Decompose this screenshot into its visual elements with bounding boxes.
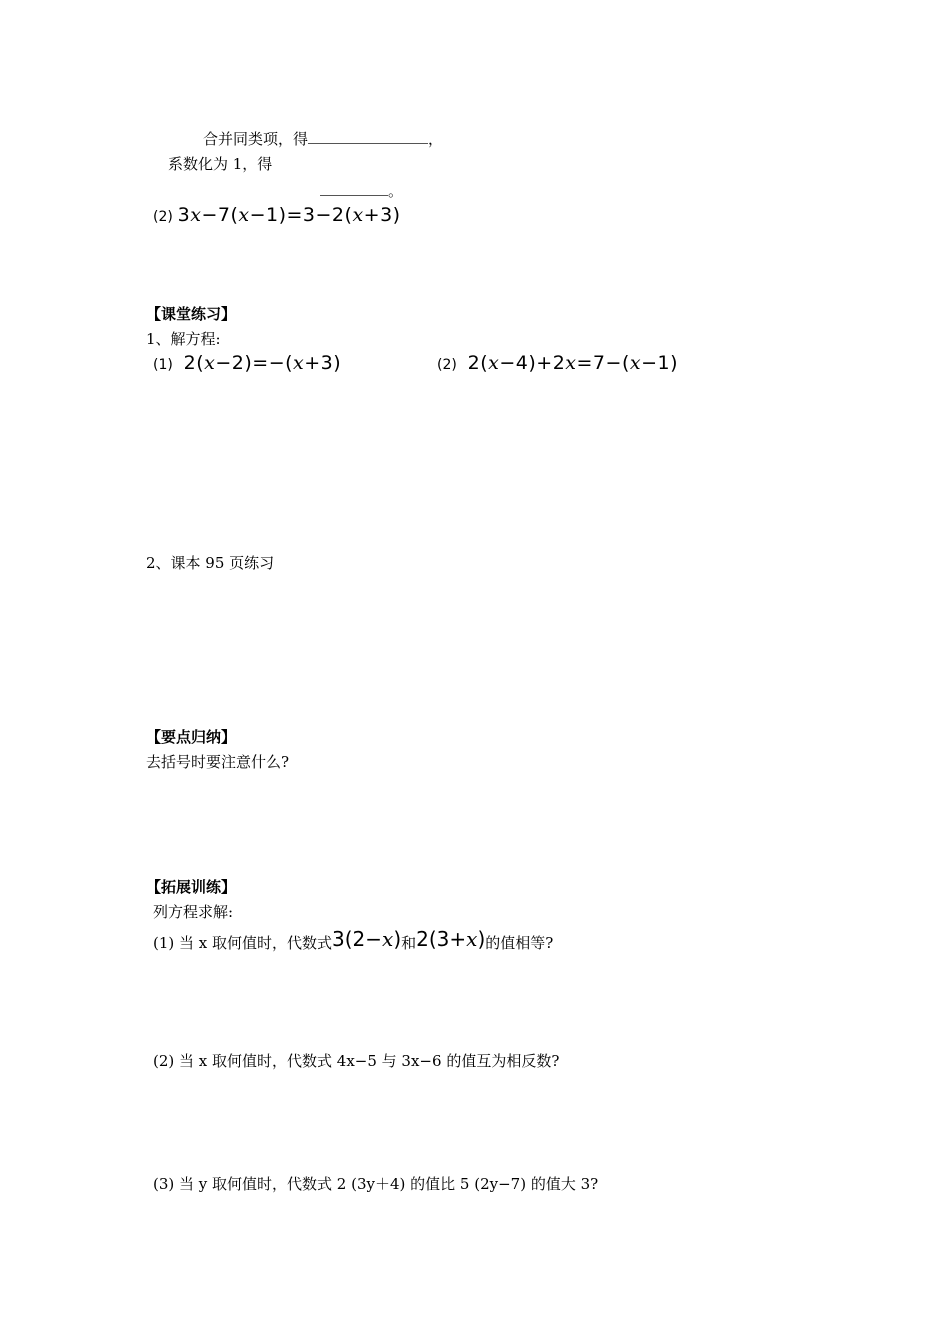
extension-question-3: (3) 当 y 取何值时，代数式 2 (3y＋4) 的值比 5 (2y−7) 的值大 3? [153, 1175, 599, 1193]
extension-question-1 [153, 927, 553, 953]
eq-var: x [565, 352, 577, 374]
coefficient-answer [320, 180, 403, 201]
combine-text: 合并同类项，得 [203, 130, 309, 148]
classwork-item-1 [146, 328, 221, 349]
eq-term: 3 [177, 204, 191, 226]
coef-answer-blank[interactable] [320, 195, 388, 196]
extension-question-2: (2) 当 x 取何值时，代数式 4x−5 与 3x−6 的值互为相反数? [153, 1052, 560, 1070]
eq-term: −7( [201, 204, 239, 226]
q1-suffix: 的值相等? [485, 934, 554, 952]
coef-end: 。 [388, 182, 404, 200]
summary-question: 去括号时要注意什么? [146, 753, 290, 771]
eq-var: x [488, 352, 500, 374]
problem-1 [153, 352, 341, 374]
extension-heading: 【拓展训练】 [146, 878, 237, 896]
eq-term: −4)+2 [499, 352, 566, 374]
problem-1-label: (1) [153, 357, 173, 373]
q1-expression-2 [416, 927, 485, 951]
expr-term: 3(2− [332, 927, 383, 951]
q1-and: 和 [401, 934, 417, 952]
eq-term: =7−( [576, 352, 630, 374]
summary-heading: 【要点归纳】 [146, 728, 237, 746]
expr-term: ) [393, 927, 402, 951]
classwork-item-2: 2、课本 95 页练习 [146, 554, 275, 572]
eq-term: −1) [641, 352, 678, 374]
extension-intro: 列方程求解: [153, 903, 234, 921]
eq-var: x [352, 204, 364, 226]
combine-like-terms-line [203, 128, 443, 149]
eq-term: 2( [467, 352, 489, 374]
eq-term: +3) [304, 352, 342, 374]
classwork-heading: 【课堂练习】 [146, 305, 237, 323]
eq-var: x [204, 352, 216, 374]
item-1-label: 1、解方程: [146, 330, 221, 348]
expr-var: x [466, 927, 478, 951]
eq-term: +3) [363, 204, 401, 226]
eq-var: x [190, 204, 202, 226]
eq-term: 2( [183, 352, 205, 374]
expr-term: ) [477, 927, 486, 951]
combine-end: ， [428, 130, 444, 148]
problem-2-equation [468, 352, 678, 374]
coefficient-line [168, 153, 272, 174]
q1-prefix: (1) 当 x 取何值时，代数式 [153, 934, 333, 952]
eq-term: −1)=3−2( [249, 204, 353, 226]
problem-2-label: (2) [437, 357, 457, 373]
coef-text: 系数化为 1，得 [168, 155, 273, 173]
example-2-number: (2) [153, 209, 173, 225]
combine-answer-blank[interactable] [308, 143, 428, 144]
problem-2 [437, 352, 678, 374]
q1-expression-1 [332, 927, 401, 951]
example-2-expression [178, 204, 401, 226]
expr-term: 2(3+ [416, 927, 467, 951]
eq-var: x [629, 352, 642, 374]
eq-var: x [238, 204, 250, 226]
eq-term: −2)=−( [215, 352, 294, 374]
example-2-equation [153, 204, 401, 226]
eq-var: x [293, 352, 305, 374]
expr-var: x [382, 927, 394, 951]
problem-1-equation [184, 352, 342, 374]
